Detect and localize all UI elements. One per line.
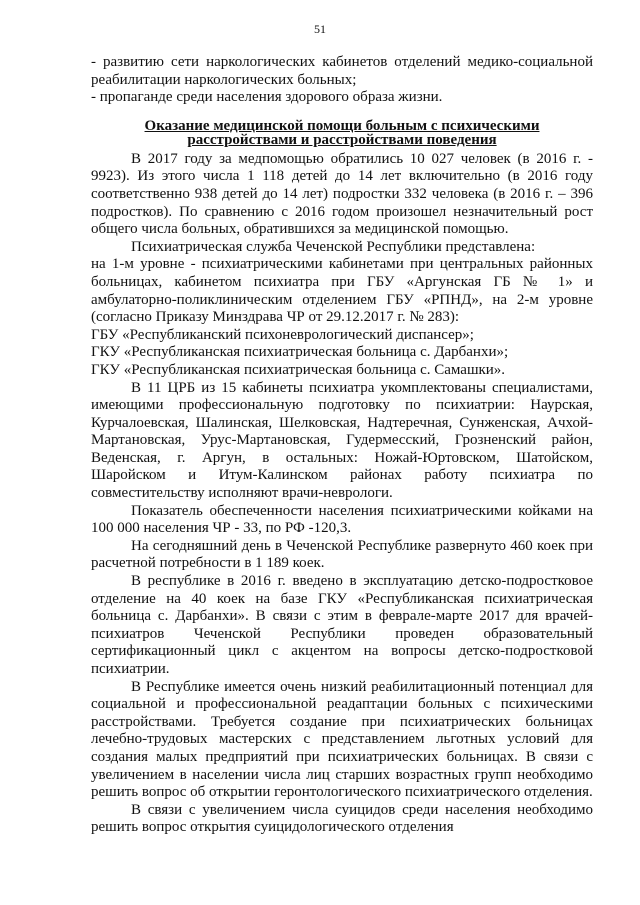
paragraph: В 11 ЦРБ из 15 кабинеты психиатра укомплектованы специалистами, имеющими профессиональную подготовку по психиатрии: Наурская, Курчалоевская, Шалинская, Шелковская, Надтеречная, Сунженская, Ачхой-Мартановская, Урус-Мартановская, Гудермесский, Грозненский район, Веденская, г. Аргун, в остальных: Ножай-Юртовском, Шатойском, Шаройском и Итум-Калинском районах работу психиатра по совместительству исполняют врачи-неврологи. [91,379,593,502]
service-line: ГКУ «Республиканская психиатрическая больница с. Самашки». [91,361,506,378]
intro-line: - пропаганде среди населения здорового образа жизни. [91,89,443,106]
paragraph: На сегодняшний день в Чеченской Республике развернуто 460 коек при расчетной потребности в 1 189 коек. [91,537,593,572]
page-number: 51 [314,22,326,36]
service-line: ГКУ «Республиканская психиатрическая больница с. Дарбанхи»; [91,344,509,361]
paragraph: В республике в 2016 г. введено в эксплуатацию детско-подростковое отделение на 40 коек на базе ГКУ «Республиканская психиатрическая больница с. Дарбанхи». В связи с этим в феврале-марте 2017 для врачей-психиатров Чеченской Республики проведен образовательный сертификационный цикл с акцентом на вопросы детско-подростковой психиатрии. [91,573,593,677]
paragraph: Психиатрическая служба Чеченской Республики представлена: [131,238,536,255]
service-line: на 1-м уровне - психиатрическими кабинетами при центральных районных больницах, кабинетом психиатра при ГБУ «Аргунская ГБ № 1» и амбулаторно-поликлиническим отделением ГБУ «РПНД», на 2-м уровне (согласно Приказу Минздрава ЧР от 29.12.2017 г. № 283): [91,256,593,326]
paragraph: В связи с увеличением числа суицидов среди населения необходимо решить вопрос открытия суицидологического отделения [91,801,593,836]
paragraph: В Республике имеется очень низкий реабилитационный потенциал для социальной и профессиональной реадаптации больных с психическими расстройствами. Требуется создание при психиатрических больницах лечебно-трудовых мастерских с представлением льготных условий для создания малых предприятий при психиатрических больницах. В связи с увеличением в населении числа лиц старших возрастных групп необходимо решить вопрос об открытии геронтологического психиатрического отделения. [91,678,593,801]
paragraph: Показатель обеспеченности населения психиатрическими койками на 100 000 населения ЧР - 33, по РФ -120,3. [91,502,593,537]
paragraph: В 2017 году за медпомощью обратились 10 027 человек (в 2016 г. - 9923). Из этого числа 1 118 детей до 14 лет включительно (в 2016 году соответственно 938 детей до 14 лет) подростки 332 человека (в 2016 г. – 396 подростков). По сравнению с 2016 годом произошел незначительный рост общего числа больных, обратившихся за медицинской помощью. [91,150,593,238]
document-body [91,54,593,837]
section-heading: Оказание медицинской помощи больным с психическими расстройствами и расстройствами поведения [144,117,540,148]
intro-line: - развитию сети наркологических кабинетов отделений медико-социальной реабилитации наркологических больных; [91,54,593,88]
service-line: ГБУ «Республиканский психоневрологический диспансер»; [91,326,474,343]
